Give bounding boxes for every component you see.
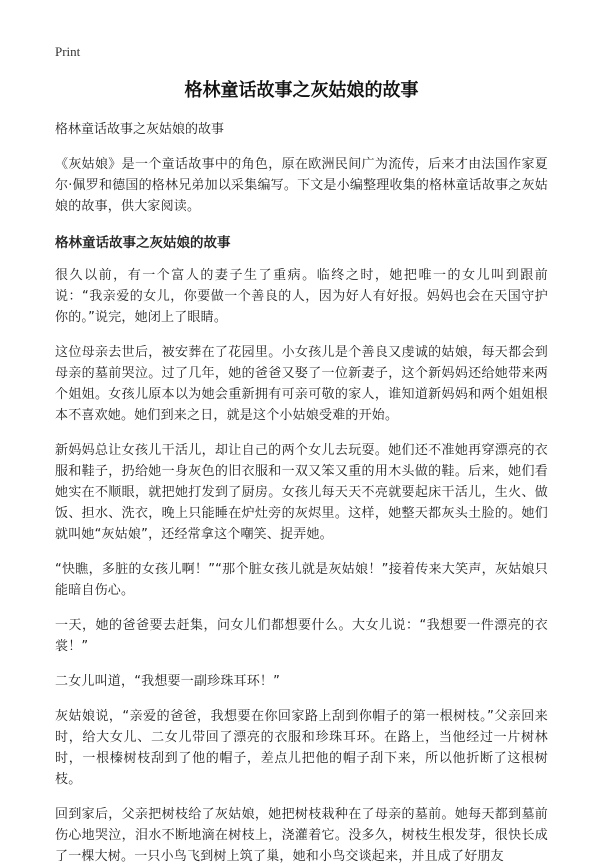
story-paragraph-6: 二女儿叫道，“我想要一副珍珠耳环！” [55, 674, 281, 689]
intro-paragraph: 《灰姑娘》是一个童话故事中的角色，原在欧洲民间广为流传，后来才由法国作家夏尔·佩罗和德国的格林兄弟加以采集编写。下文是小编整理收集的格林童话故事之灰姑娘的故事，供大家阅读。 [55, 157, 548, 214]
page-title: 格林童话故事之灰姑娘的故事 [184, 80, 419, 101]
story-paragraph-5: 一天，她的爸爸要去赶集，问女儿们都想要什么。大女儿说：“我想要一件漂亮的衣裳！” [55, 618, 548, 654]
intro-heading: 格林童话故事之灰姑娘的故事 [55, 122, 225, 137]
print-link[interactable]: Print [55, 44, 81, 59]
story-paragraph-8: 回到家后，父亲把树枝给了灰姑娘，她把树枝栽种在了母亲的墓前。她每天都到墓前伤心地哭泣，泪水不断地滴在树枝上，浇灌着它。没多久，树枝生根发芽，很快长成了一棵大树。一只小鸟飞到树上筑了巢，她和小鸟交谈起来，并且成了好朋友 [55, 807, 548, 864]
story-paragraph-2: 这位母亲去世后，被安葬在了花园里。小女孩儿是个善良又虔诚的姑娘，每天都会到母亲的墓前哭泣。过了几年，她的爸爸又娶了一位新妻子，这个新妈妈还给她带来两个姐姐。女孩儿原本以为她会重新拥有可亲可敬的家人，谁知道新妈妈和两个姐姐根本不喜欢她。她们到来之日，就是这个小姑娘受难的开始。 [55, 345, 548, 423]
section-heading: 格林童话故事之灰姑娘的故事 [55, 235, 231, 251]
story-paragraph-1: 很久以前，有一个富人的妻子生了重病。临终之时，她把唯一的女儿叫到跟前说：“我亲爱的女儿，你要做一个善良的人，因为好人有好报。妈妈也会在天国守护你的。”说完，她闭上了眼睛。 [55, 268, 548, 325]
story-paragraph-3: 新妈妈总让女孩儿干活儿，却让自己的两个女儿去玩耍。她们还不准她再穿漂亮的衣服和鞋子，扔给她一身灰色的旧衣服和一双又笨又重的用木头做的鞋。后来，她们看她实在不顺眼，就把她打发到了厨房。女孩儿每天天不亮就要起床干活儿，生火、做饭、担水、洗衣，晚上只能睡在炉灶旁的灰烬里。这样，她整天都灰头土脸的。她们就叫她“灰姑娘”，还经常拿这个嘲笑、捉弄她。 [55, 443, 548, 542]
story-body [55, 265, 548, 867]
story-paragraph-4: “快瞧，多脏的女孩儿啊！”“那个脏女孩儿就是灰姑娘！”接着传来大笑声，灰姑娘只能暗自伤心。 [55, 562, 548, 598]
story-paragraph-7: 灰姑娘说，“亲爱的爸爸，我想要在你回家路上刮到你帽子的第一根树枝。”父亲回来时，给大女儿、二女儿带回了漂亮的衣服和珍珠耳环。在路上，当他经过一片树林时，一根榛树枝刮到了他的帽子，差点儿把他的帽子刮下来，所以他折断了这根树枝。 [55, 709, 548, 787]
